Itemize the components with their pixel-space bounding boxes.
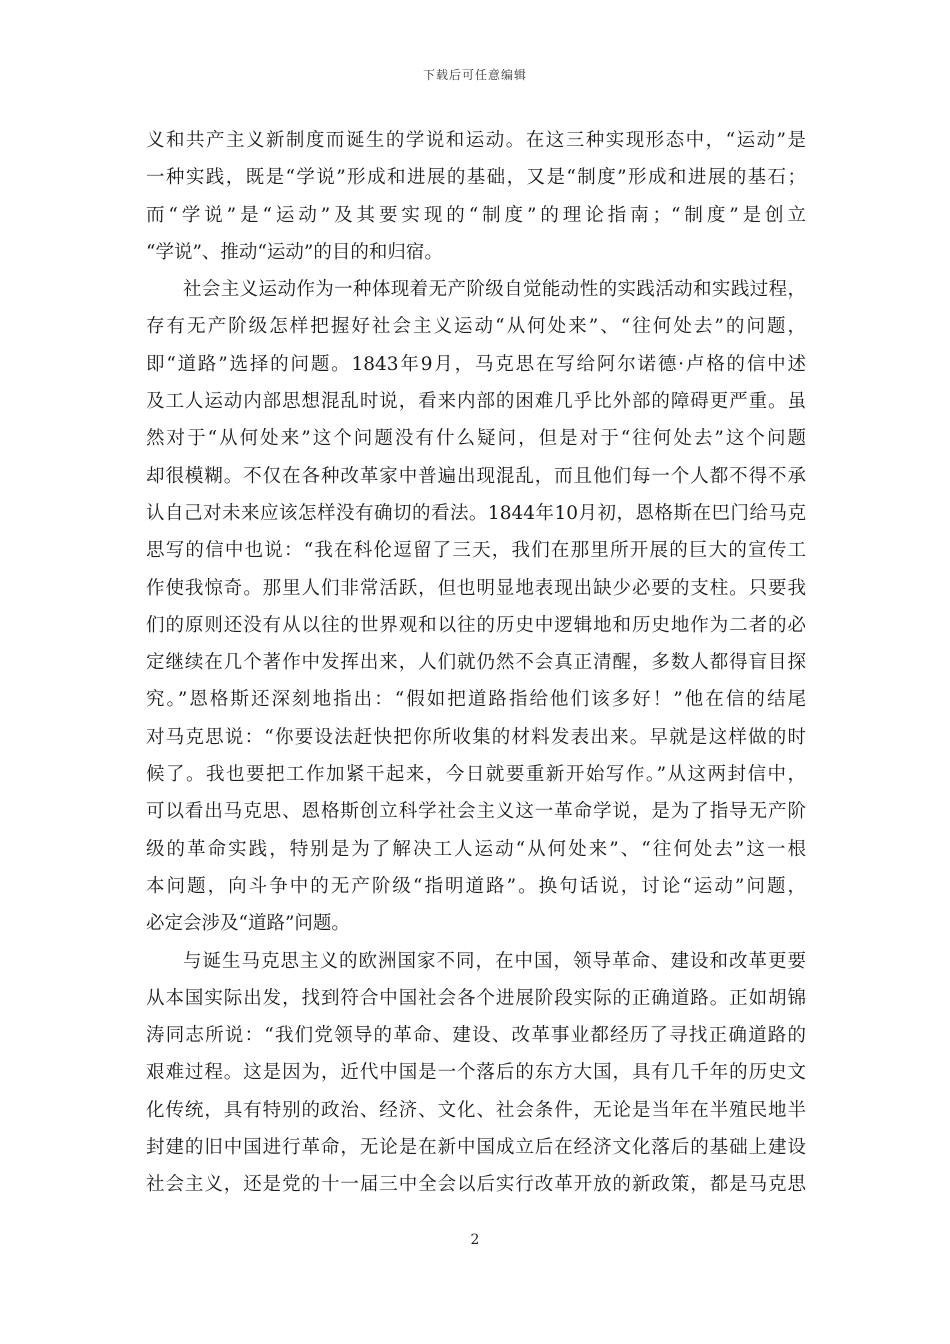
text-line: 候了。我也要把工作加紧干起来，今日就要重新开始写作。”从这两封信中，	[146, 764, 806, 786]
text-line: 社会主义，还是党的十一届三中全会以后实行改革开放的新政策，都是马克思	[146, 1174, 806, 1196]
text-line: 然对于“从何处来”这个问题没有什么疑问，但是对于“往何处去”这个问题	[146, 428, 806, 450]
text-line: 及工人运动内部思想混乱时说，看来内部的困难几乎比外部的障碍更严重。虽	[146, 391, 806, 413]
text-line: 必定会涉及“道路”问题。	[146, 913, 350, 935]
text-line: 究。”恩格斯还深刻地指出：“假如把道路指给他们该多好！”他在信的结尾	[146, 689, 806, 711]
page-number: 2	[470, 1232, 480, 1248]
text-line: 们的原则还没有从以往的世界观和以往的历史中逻辑地和历史地作为二者的必	[146, 614, 806, 636]
text-line: 从本国实际出发，找到符合中国社会各个进展阶段实际的正确道路。正如胡锦	[146, 987, 806, 1009]
text-line: 认自己对未来应该怎样没有确切的看法。1844年10月初，恩格斯在巴门给马克	[146, 502, 806, 524]
text-line: “学说”、推动“运动”的目的和归宿。	[146, 241, 443, 263]
text-line: 对马克思说：“你要设法赶快把你所收集的材料发表出来。早就是这样做的时	[146, 726, 806, 748]
body-text	[146, 122, 806, 1204]
text-line: 定继续在几个著作中发挥出来，人们就仍然不会真正清醒，多数人都得盲目探	[146, 652, 806, 674]
text-line: 级的革命实践，特别是为了解决工人运动“从何处来”、“往何处去”这一根	[146, 838, 806, 860]
text-line: 社会主义运动作为一种体现着无产阶级自觉能动性的实践活动和实践过程，	[183, 279, 806, 301]
text-line: 与诞生马克思主义的欧洲国家不同，在中国，领导革命、建设和改革更要	[183, 950, 806, 972]
text-line: 可以看出马克思、恩格斯创立科学社会主义这一革命学说，是为了指导无产阶	[146, 801, 806, 823]
page-header: 下载后可任意编辑	[422, 68, 527, 82]
text-line: 艰难过程。这是因为，近代中国是一个落后的东方大国，具有几千年的历史文	[146, 1062, 806, 1084]
text-line: 涛同志所说：“我们党领导的革命、建设、改革事业都经历了寻找正确道路的	[146, 1025, 806, 1047]
paragraph	[146, 122, 806, 271]
text-line: 却很模糊。不仅在各种改革家中普遍出现混乱，而且他们每一个人都不得不承	[146, 465, 806, 487]
paragraph	[146, 271, 806, 942]
text-line: 思写的信中也说：“我在科伦逗留了三天，我们在那里所开展的巨大的宣传工	[146, 540, 806, 562]
text-line: 而“学说”是“运动”及其要实现的“制度”的理论指南；“制度”是创立	[146, 204, 806, 226]
text-line: 化传统，具有特别的政治、经济、文化、社会条件，无论是当年在半殖民地半	[146, 1099, 806, 1121]
text-line: 义和共产主义新制度而诞生的学说和运动。在这三种实现形态中，“运动”是	[146, 130, 806, 151]
text-line: 封建的旧中国进行革命，无论是在新中国成立后在经济文化落后的基础上建设	[146, 1137, 806, 1159]
text-line: 存有无产阶级怎样把握好社会主义运动“从何处来”、“往何处去”的问题，	[146, 316, 806, 338]
text-line: 一种实践，既是“学说”形成和进展的基础，又是“制度”形成和进展的基石；	[146, 167, 806, 189]
text-line: 即“道路”选择的问题。1843年9月，马克思在写给阿尔诺德·卢格的信中述	[146, 353, 806, 375]
text-line: 本问题，向斗争中的无产阶级“指明道路”。换句话说，讨论“运动”问题，	[146, 875, 806, 897]
text-line: 作使我惊奇。那里人们非常活跃，但也明显地表现出缺少必要的支柱。只要我	[146, 577, 806, 599]
paragraph	[146, 943, 806, 1204]
